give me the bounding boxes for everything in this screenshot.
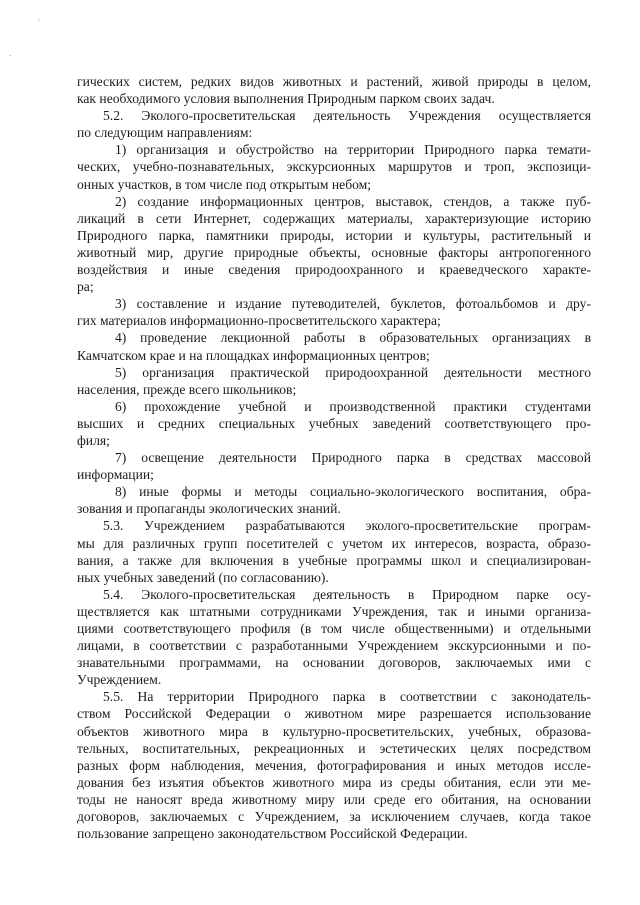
text-line: 5.4. Эколого-просветительская деятельность в Природном парке осу- (103, 586, 591, 602)
text-line: договоров, заключаемых с Учреждением, за исключением случаев, когда такое (77, 809, 591, 825)
text-line: зования и пропаганды экологических знаний. (77, 501, 341, 517)
text-line: ществляется как штатными сотрудниками Учреждения, так и иными организа- (77, 603, 591, 619)
text-line: объектов животного мира в культурно-просветительских, учебных, образова- (77, 723, 591, 739)
text-line: пользование запрещено законодательством Российской Федерации. (77, 826, 468, 842)
text-line: дования без изъятия объектов животного мира из среды обитания, если эти ме- (77, 774, 591, 790)
text-line: Камчатском крае и на площадках информационных центров; (77, 347, 430, 363)
text-line: филя; (77, 432, 110, 448)
text-line: знавательными программами, на основании договоров, заключаемых ими с (77, 655, 591, 671)
text-line: 2) создание информационных центров, выставок, стендов, а также пуб- (115, 193, 591, 209)
text-line: разных форм наблюдения, мечения, фотографирования и иных методов иссле- (77, 757, 591, 773)
text-line: гических систем, редких видов животных и растений, живой природы в целом, (77, 74, 591, 89)
text-line: как необходимого условия выполнения Природным парком своих задач. (77, 91, 495, 107)
text-line: тоды не наносят вреда животному миру или среде его обитания, на основании (77, 791, 591, 807)
text-line: ных учебных заведений (по согласованию). (77, 569, 329, 585)
text-line: 7) освещение деятельности Природного парка в средствах массовой (115, 450, 591, 466)
text-line: тельных, воспитательных, рекреационных и эстетических целях посредством (77, 740, 591, 756)
text-line: Природного парка, памятники природы, истории и культуры, растительный и (77, 227, 591, 243)
text-line: 1) организация и обустройство на территории Природного парка темати- (115, 142, 591, 158)
document-body-text (77, 73, 591, 842)
text-line: ликаций в сети Интернет, содержащих материалы, характеризующие историю (77, 210, 591, 226)
text-line: Учреждением. (77, 672, 162, 688)
text-line: лицами, в соответствии с разработанными Учреждением экскурсионными и по- (77, 638, 591, 654)
scan-mark-top: ' (38, 18, 40, 28)
text-line: ческих, учебно-познавательных, экскурсионных маршрутов и троп, экспозици- (77, 159, 591, 175)
text-line: по следующим направлениям: (77, 125, 253, 141)
text-line: мы для различных групп посетителей с учетом их интересов, возраста, образо- (77, 535, 591, 551)
text-line: циями соответствующего профиля (в том числе общественными) и отдельными (77, 621, 591, 636)
text-line: 5.3. Учреждением разрабатываются эколого-просветительские програм- (103, 518, 591, 534)
text-line: 5.2. Эколого-просветительская деятельность Учреждения осуществляется (103, 108, 591, 124)
text-line: ра; (77, 279, 94, 295)
text-line: ством Российской Федерации о животном мире разрешается использование (77, 706, 591, 722)
text-line: 3) составление и издание путеводителей, буклетов, фотоальбомов и дру- (115, 296, 591, 312)
text-line: гих материалов информационно-просветительского характера; (77, 313, 441, 329)
scan-mark-side: . (9, 48, 12, 58)
text-line: 5.5. На территории Природного парка в соответствии с законодатель- (103, 689, 591, 705)
text-line: животный мир, другие природные объекты, основные факторы антропогенного (77, 244, 591, 260)
text-line: онных участков, в том числе под открытым небом; (77, 176, 372, 192)
text-line: населения, прежде всего школьников; (77, 381, 297, 397)
text-line: вания, а также для включения в учебные программы школ и специализирован- (77, 552, 591, 568)
text-line: воздействия и иные сведения природоохранного и краеведческого характе- (77, 262, 591, 278)
text-line: информации; (77, 467, 154, 483)
text-line: 8) иные формы и методы социально-экологического воспитания, обра- (115, 484, 591, 500)
text-line: высших и средних специальных учебных заведений соответствующего про- (77, 415, 591, 431)
text-line: 6) прохождение учебной и производственной практики студентами (115, 398, 591, 414)
text-line: 4) проведение лекционной работы в образовательных организациях в (115, 330, 591, 346)
text-line: 5) организация практической природоохранной деятельности местного (115, 364, 591, 380)
